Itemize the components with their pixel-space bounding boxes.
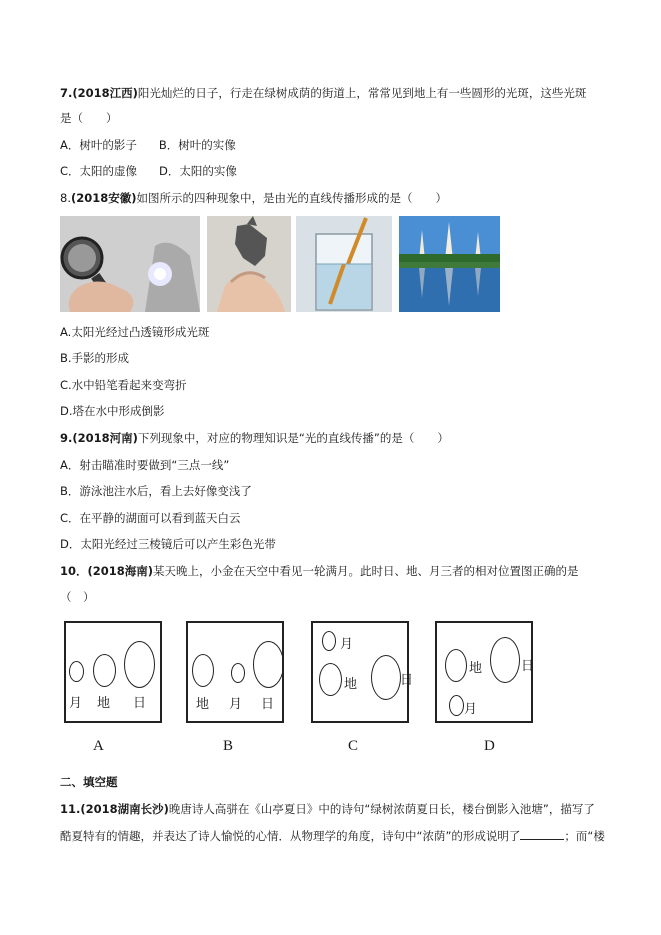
sun-label: 日	[400, 673, 414, 688]
q8-text: 如图所示的四种现象中，是由光的直线传播形成的是（ ）	[136, 191, 448, 205]
diagram-letter-c: C	[348, 738, 359, 754]
earth-label: 地	[344, 677, 358, 692]
sun-circle	[124, 641, 155, 688]
photo-tower-reflection	[399, 216, 500, 312]
answer-blank[interactable]	[520, 828, 564, 840]
q7-source: (2018江西)	[72, 86, 138, 100]
sun-label: 日	[521, 659, 535, 674]
moon-circle	[231, 663, 245, 683]
q9-option-d: D．太阳光经过三棱镜后可以产生彩色光带	[60, 537, 276, 551]
q9-option-c: C．在平静的湖面可以看到蓝天白云	[60, 511, 241, 525]
q7-option-a: A．树叶的影子	[60, 138, 137, 152]
photo-convex-lens	[60, 216, 200, 312]
q7-stem-cont: 是（ ）	[60, 111, 118, 125]
earth-circle	[192, 654, 214, 687]
section-heading: 二、填空题	[60, 775, 118, 789]
moon-label: 月	[229, 697, 243, 712]
q8-source: (2018安徽)	[70, 191, 137, 205]
q8-number: 8.	[60, 191, 71, 205]
diagram-letter-b: B	[223, 738, 234, 754]
diagram-c	[311, 621, 414, 723]
photo-hand-shadow	[207, 216, 291, 312]
moon-circle	[449, 695, 464, 716]
q10-stem	[60, 563, 579, 579]
diagram-letter-d: D	[484, 738, 495, 754]
q10-source: (2018海南)	[87, 564, 154, 578]
earth-circle	[319, 663, 342, 696]
sun-circle	[253, 641, 284, 688]
q8-option-c: C.水中铅笔看起来变弯折	[60, 378, 187, 392]
sun-circle	[490, 637, 520, 683]
q9-option-a: A．射击瞄准时要做到“三点一线”	[60, 458, 230, 472]
q10-number: 10．	[60, 564, 88, 578]
diagram-d	[435, 621, 533, 723]
q11-stem	[60, 801, 595, 817]
q8-stem	[60, 190, 447, 206]
q9-stem	[60, 430, 449, 446]
sun-label: 日	[261, 697, 275, 712]
q10-text: 某天晚上，小金在天空中看见一轮满月。此时日、地、月三者的相对位置图正确的是	[153, 564, 579, 578]
q11-text3: ；而“楼	[564, 829, 605, 843]
q9-option-b: B．游泳池注水后，看上去好像变浅了	[60, 484, 252, 498]
q11-text: 晚唐诗人高骈在《山亭夏日》中的诗句“绿树浓荫夏日长，楼台倒影入池塘”，描写了	[168, 802, 595, 816]
q10-stem-cont: （ ）	[60, 590, 95, 604]
moon-label: 月	[340, 637, 354, 652]
moon-circle	[69, 661, 84, 682]
q7-options-row1	[60, 137, 236, 153]
earth-label: 地	[97, 696, 111, 711]
q11-line2	[60, 828, 605, 844]
q8-option-d: D.塔在水中形成倒影	[60, 404, 165, 418]
q7-option-c: C．太阳的虚像	[60, 164, 138, 178]
photo-pencil-in-water	[296, 216, 392, 312]
diagram-b	[186, 621, 284, 723]
earth-label: 地	[196, 697, 210, 712]
moon-label: 月	[69, 696, 83, 711]
earth-circle	[93, 654, 116, 687]
sun-label: 日	[133, 696, 147, 711]
q7-text: 阳光灿烂的日子，行走在绿树成荫的街道上，常常见到地上有一些圆形的光斑，这些光斑	[137, 86, 587, 100]
q9-text: 下列现象中，对应的物理知识是“光的直线传播”的是（ ）	[137, 431, 449, 445]
q7-options-row2	[60, 163, 237, 179]
diagram-a	[64, 621, 162, 723]
q11-number: 11.	[60, 802, 81, 816]
moon-label: 月	[464, 702, 478, 717]
moon-circle	[322, 631, 336, 651]
q7-option-b: B．树叶的实像	[158, 138, 236, 152]
q9-number: 9.	[60, 431, 73, 445]
earth-label: 地	[469, 661, 483, 676]
q8-option-b: B.手影的形成	[60, 351, 130, 365]
sun-circle	[371, 655, 401, 700]
q7-option-d: D．太阳的实像	[159, 164, 237, 178]
q8-option-a: A.太阳光经过凸透镜形成光斑	[60, 325, 210, 339]
q9-source: (2018河南)	[72, 431, 138, 445]
q7-stem	[60, 85, 586, 101]
q11-source: (2018湖南长沙)	[80, 802, 169, 816]
q7-number: 7.	[60, 86, 73, 100]
earth-circle	[445, 649, 467, 682]
q11-text2: 酷夏特有的情趣，并表达了诗人愉悦的心情．从物理学的角度，诗句中“浓荫”的形成说明了	[60, 829, 521, 843]
diagram-letter-a: A	[93, 738, 104, 754]
